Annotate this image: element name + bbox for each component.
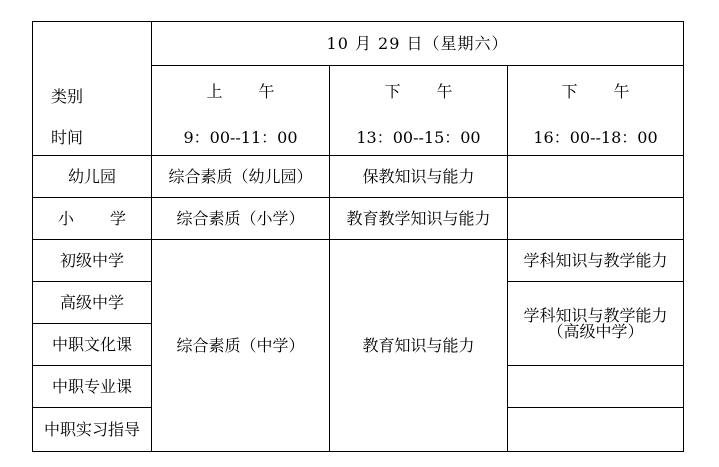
- subject-cell-middle-general: 综合素质（中学）: [152, 240, 330, 452]
- row-label-senior-high: 高级中学: [33, 282, 152, 324]
- category-label: 类别: [51, 87, 84, 106]
- subject-note: （高级中学）: [547, 321, 644, 341]
- subject-cell-middle-education: 教育知识与能力: [330, 240, 508, 452]
- period-label-b: 午: [258, 82, 275, 101]
- exam-date: 10 月 29 日（星期六）: [152, 22, 684, 66]
- row-label-primary: 小 学: [33, 198, 152, 240]
- subject-cell: 综合素质（幼儿园）: [152, 156, 330, 198]
- row-label-vocational-culture: 中职文化课: [33, 324, 152, 366]
- subject-cell: 保教知识与能力: [330, 156, 508, 198]
- row-label-junior-high: 初级中学: [33, 240, 152, 282]
- time-label: 时间: [51, 128, 84, 147]
- subject-cell: 学科知识与教学能力: [508, 240, 684, 282]
- period-label-b: 午: [613, 82, 630, 101]
- row-label-kindergarten: 幼儿园: [33, 156, 152, 198]
- period-label-a: 上: [206, 82, 223, 101]
- empty-cell: [508, 366, 684, 408]
- period-label-a: 下: [561, 82, 578, 101]
- period-label-b: 午: [436, 82, 453, 101]
- empty-cell: [508, 408, 684, 452]
- period-afternoon-1: [330, 66, 508, 156]
- period-afternoon-2: [508, 66, 684, 156]
- exam-schedule-table: [32, 21, 684, 452]
- empty-cell: [508, 198, 684, 240]
- subject-cell: 综合素质（小学）: [152, 198, 330, 240]
- row-label-vocational-major: 中职专业课: [33, 366, 152, 408]
- period-label-a: 下: [384, 82, 401, 101]
- period-time-range: 13：00--15：00: [356, 128, 481, 147]
- period-morning: [152, 66, 330, 156]
- period-time-range: 9：00--11：00: [183, 128, 298, 147]
- empty-cell: [508, 156, 684, 198]
- header-corner-cell: [33, 22, 152, 156]
- subject-line: 学科知识与教学能力: [523, 305, 668, 325]
- subject-cell-senior: [508, 282, 684, 366]
- subject-cell: 教育教学知识与能力: [330, 198, 508, 240]
- row-label-vocational-internship: 中职实习指导: [33, 408, 152, 452]
- period-time-range: 16：00--18：00: [533, 128, 658, 147]
